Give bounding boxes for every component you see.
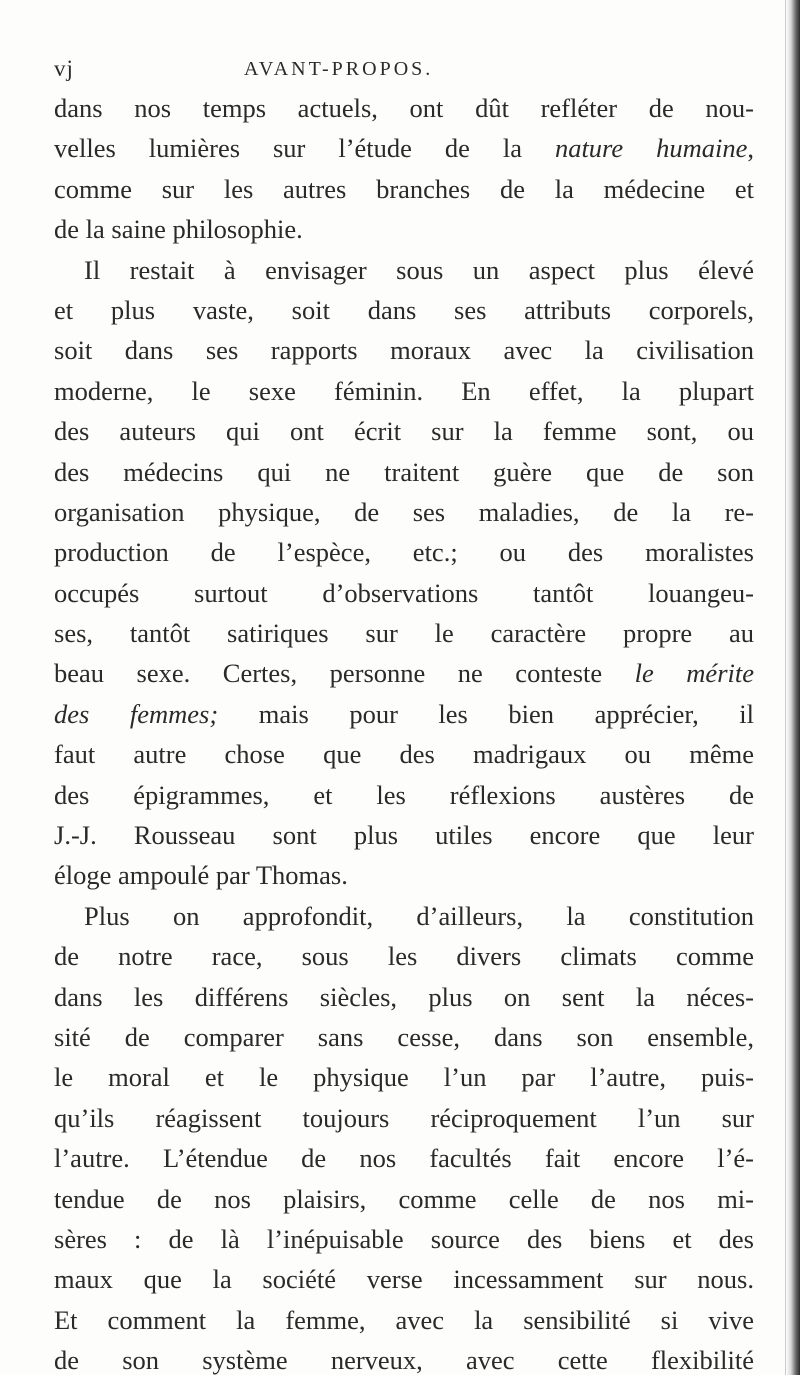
text-line: organisation physique, de ses maladies, de la re- — [54, 496, 754, 527]
italic-phrase: nature humaine — [554, 133, 748, 164]
text-line: le moral et le physique l’un par l’autre, puis- — [54, 1062, 754, 1093]
running-title: AVANT-PROPOS. — [244, 58, 434, 80]
text-line: de la saine philosophie. — [54, 214, 303, 245]
text-line: production de l’espèce, etc.; ou des moralistes — [54, 537, 754, 568]
text-line: beau sexe. Certes, personne ne conteste le mérite — [54, 658, 754, 689]
text-line: comme sur les autres branches de la médecine et — [54, 173, 754, 204]
text-line: Plus on approfondit, d’ailleurs, la constitution — [84, 900, 754, 931]
text-line: sères : de là l’inépuisable source des biens et des — [54, 1223, 754, 1254]
text-line: sité de comparer sans cesse, dans son ensemble, — [54, 1021, 754, 1052]
text-line: l’autre. L’étendue de nos facultés fait encore l’é- — [54, 1143, 754, 1174]
text-line: tendue de nos plaisirs, comme celle de nos mi- — [54, 1183, 754, 1214]
text-line: maux que la société verse incessamment sur nous. — [54, 1264, 754, 1295]
text-line: des auteurs qui ont écrit sur la femme sont, ou — [54, 416, 754, 447]
text-line: J.-J. Rousseau sont plus utiles encore que leur — [54, 820, 754, 851]
text-line: des médecins qui ne traitent guère que de son — [54, 456, 754, 487]
text-line: occupés surtout d’observations tantôt louangeu- — [54, 577, 754, 608]
text-line: velles lumières sur l’étude de la nature humaine, — [54, 133, 754, 164]
text-line: faut autre chose que des madrigaux ou même — [54, 739, 754, 770]
body-text — [54, 88, 754, 1381]
text-line: de notre race, sous les divers climats comme — [54, 941, 754, 972]
text-line: dans nos temps actuels, ont dût refléter de nou- — [54, 93, 754, 123]
text-line: soit dans ses rapports moraux avec la civilisation — [54, 335, 754, 366]
text-line: Et comment la femme, avec la sensibilité si vive — [54, 1304, 754, 1335]
text-line: de son système nerveux, avec cette flexibilité — [54, 1345, 754, 1376]
text-line: qu’ils réagissent toujours réciproquement l’un sur — [54, 1102, 754, 1133]
italic-phrase: des femmes; — [54, 698, 219, 729]
italic-phrase: le mérite — [634, 658, 754, 689]
text-line: des épigrammes, et les réflexions austères de — [54, 779, 754, 810]
text-line: et plus vaste, soit dans ses attributs corporels, — [54, 294, 754, 325]
text-line: éloge ampoulé par Thomas. — [54, 860, 348, 891]
text-line: dans les différens siècles, plus on sent la néces- — [54, 981, 754, 1012]
page-number: vj — [54, 56, 74, 81]
text-line: des femmes; mais pour les bien apprécier, il — [54, 698, 754, 729]
page-header — [54, 56, 754, 86]
binding-edge — [786, 0, 800, 1375]
text-line: Il restait à envisager sous un aspect plus élevé — [84, 254, 754, 285]
text-line: ses, tantôt satiriques sur le caractère propre au — [54, 618, 754, 649]
text-line: moderne, le sexe féminin. En effet, la plupart — [54, 375, 754, 406]
